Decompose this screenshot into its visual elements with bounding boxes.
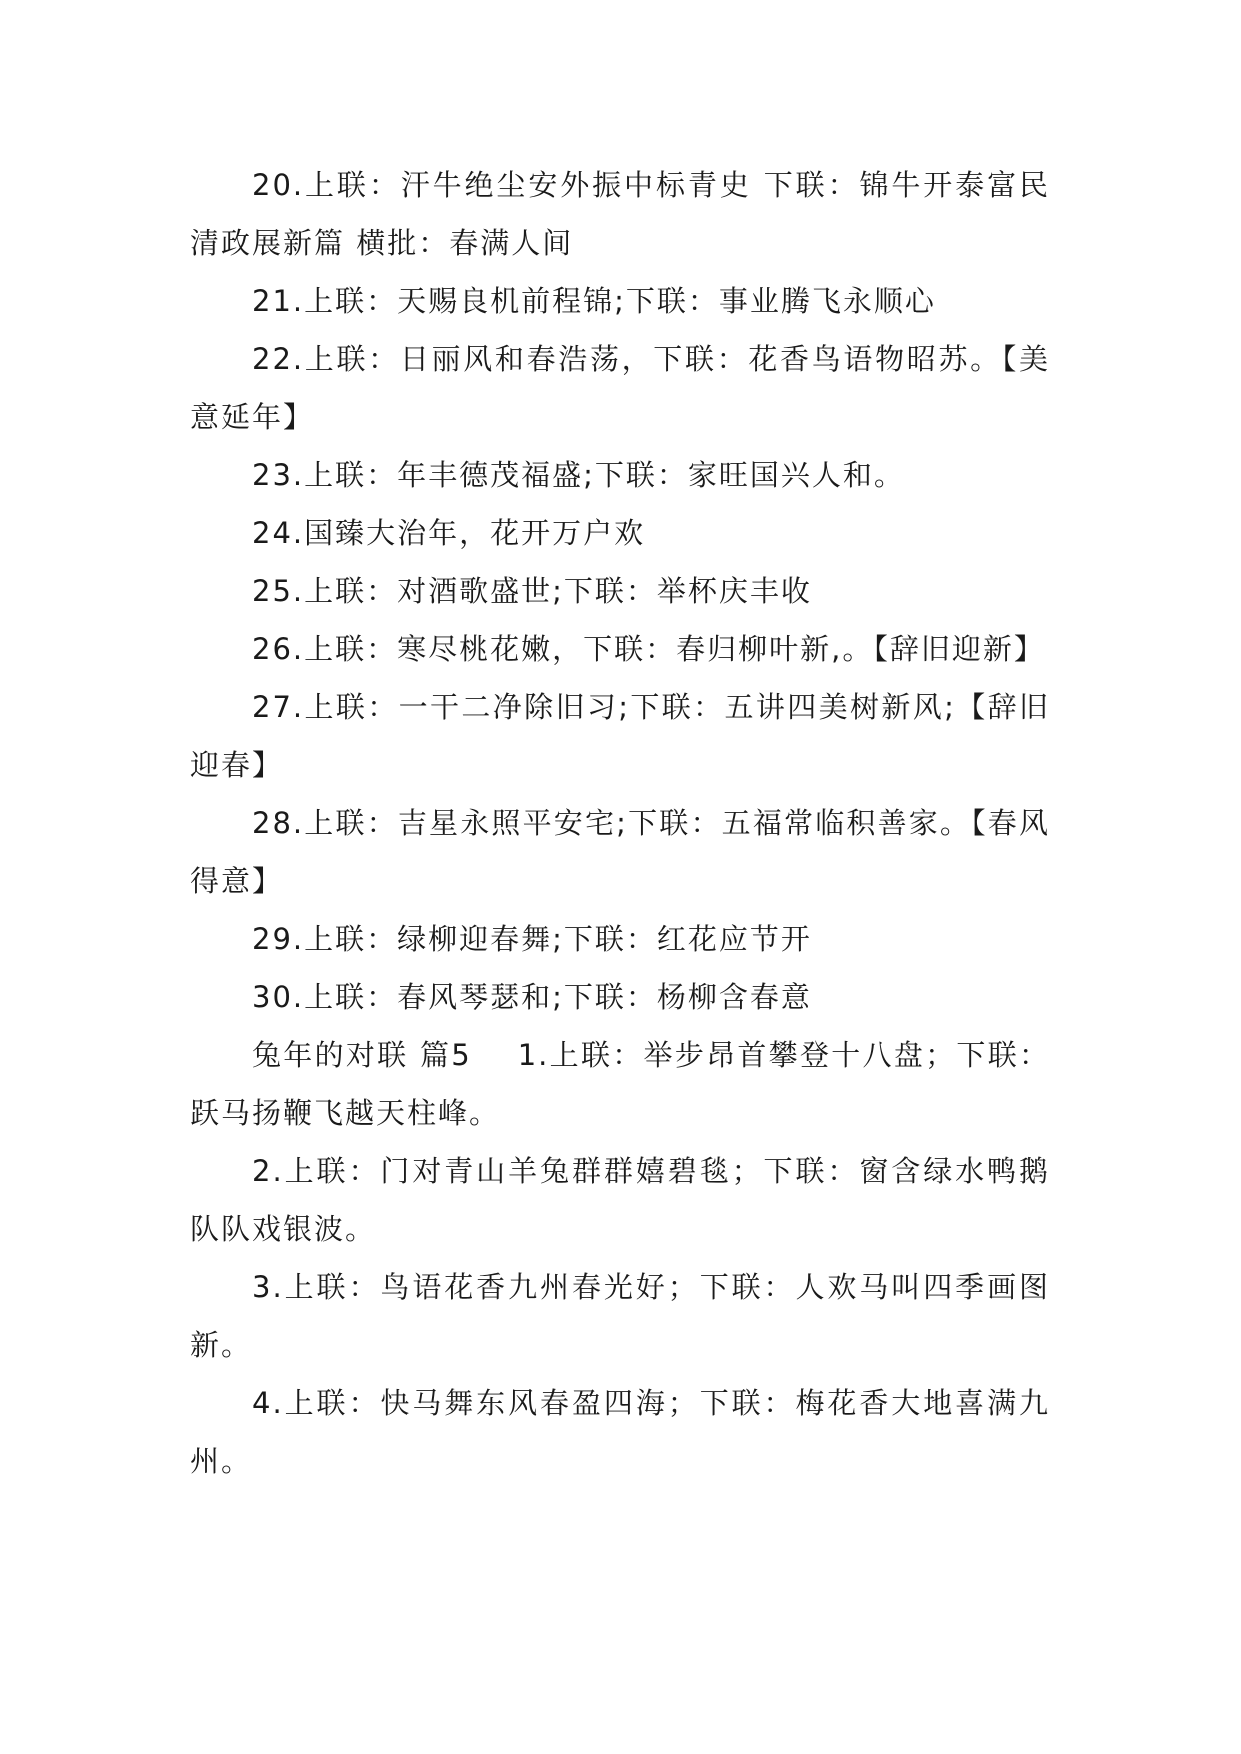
- couplet-paragraph-23: 23.上联：年丰德茂福盛;下联：家旺国兴人和。: [252, 458, 905, 492]
- couplet-paragraph-29: 29.上联：绿柳迎春舞;下联：红花应节开: [252, 922, 812, 956]
- couplet-paragraph-20: 20.上联：汗牛绝尘安外振中标青史 下联：锦牛开泰富民清政展新篇 横批：春满人间: [190, 168, 1050, 260]
- couplet-paragraph-30: 30.上联：春风琴瑟和;下联：杨柳含春意: [252, 980, 812, 1014]
- couplet-paragraph-24: 24.国臻大治年，花开万户欢: [252, 516, 646, 550]
- couplet-paragraph-3: 3.上联：鸟语花香九州春光好；下联：人欢马叫四季画图新。: [190, 1270, 1050, 1362]
- section-heading-paragraph: 兔年的对联 篇5 1.上联：举步昂首攀登十八盘；下联：跃马扬鞭飞越天柱峰。: [190, 1038, 1050, 1130]
- couplet-paragraph-25: 25.上联：对酒歌盛世;下联：举杯庆丰收: [252, 574, 812, 608]
- couplet-paragraph-2: 2.上联：门对青山羊兔群群嬉碧毯；下联：窗含绿水鸭鹅队队戏银波。: [190, 1154, 1050, 1246]
- document-body: [190, 156, 1050, 1490]
- couplet-paragraph-4: 4.上联：快马舞东风春盈四海；下联：梅花香大地喜满九州。: [190, 1386, 1050, 1478]
- couplet-paragraph-26: 26.上联：寒尽桃花嫩，下联：春归柳叶新,。【辞旧迎新】: [252, 632, 1045, 666]
- couplet-paragraph-28: 28.上联：吉星永照平安宅;下联：五福常临积善家。【春风得意】: [190, 806, 1050, 898]
- couplet-paragraph-22: 22.上联：日丽风和春浩荡，下联：花香鸟语物昭苏。【美意延年】: [190, 342, 1050, 434]
- couplet-paragraph-21: 21.上联：天赐良机前程锦;下联：事业腾飞永顺心: [252, 284, 936, 318]
- couplet-paragraph-27: 27.上联：一干二净除旧习;下联：五讲四美树新风;【辞旧迎春】: [190, 690, 1050, 782]
